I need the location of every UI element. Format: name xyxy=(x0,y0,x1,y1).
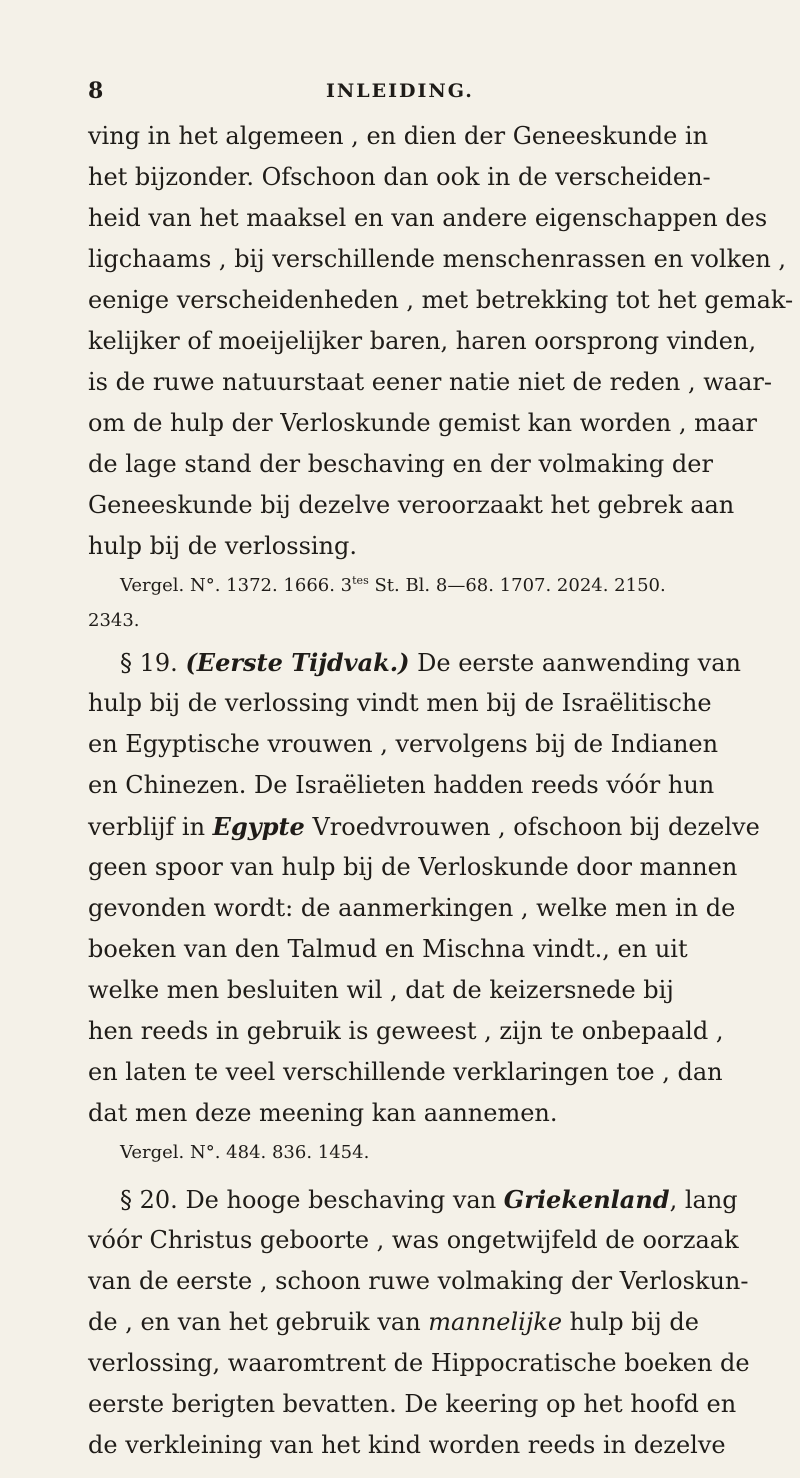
text-line: en Egyptische vrouwen , vervolgens bij de Indianen xyxy=(88,730,719,758)
text-line: welke men besluiten wil , dat de keizersnede bij xyxy=(88,976,674,1004)
emphasis-egypte: Egypte xyxy=(212,812,305,841)
text-segment: hulp bij de xyxy=(562,1308,699,1336)
text-segment: de , en van het gebruik van xyxy=(88,1308,429,1336)
text-line: gevonden wordt: de aanmerkingen , welke men in de xyxy=(88,894,736,922)
text-line: verlossing, waaromtrent de Hippocratische boeken de xyxy=(88,1349,750,1377)
text-line: kelijker of moeijelijker baren, haren oorsprong vinden, xyxy=(88,327,757,355)
text-line: dat men deze meening kan aannemen. xyxy=(88,1099,558,1127)
text-line: om de hulp der Verloskunde gemist kan worden , maar xyxy=(88,409,757,437)
section-heading-line xyxy=(88,642,741,683)
text-segment: verblijf in xyxy=(88,813,213,841)
reference-main: Vergel. N°. 1372. 1666. 3 xyxy=(120,575,353,596)
text-line: hulp bij de verlossing. xyxy=(88,532,358,560)
reference-continuation: 2343. xyxy=(88,610,140,631)
section-first-line-rest: De eerste aanwending van xyxy=(417,649,741,677)
section-20 xyxy=(88,1179,750,1466)
paragraph-intro xyxy=(88,116,794,567)
text-line: eerste berigten bevatten. De keering op het hoofd en xyxy=(88,1390,737,1418)
text-line: de lage stand der beschaving en der volmaking der xyxy=(88,450,713,478)
text-line xyxy=(88,806,760,847)
reference-line xyxy=(88,567,736,604)
text-line: Geneeskunde bij dezelve veroorzaakt het gebrek aan xyxy=(88,491,735,519)
reference-rest: St. Bl. 8—68. 1707. 2024. 2150. xyxy=(368,575,666,596)
reference-line: Vergel. N°. 484. 836. 1454. xyxy=(120,1142,370,1163)
text-line: en laten te veel verschillende verklaringen toe , dan xyxy=(88,1058,723,1086)
emphasis-griekenland: Griekenland xyxy=(503,1185,670,1214)
text-segment: Vroedvrouwen , ofschoon bij dezelve xyxy=(304,813,760,841)
section-heading-line xyxy=(88,1179,736,1220)
body-text xyxy=(88,116,794,1466)
running-head xyxy=(88,78,712,108)
section-number: § 20. xyxy=(120,1186,178,1214)
text-line: ving in het algemeen , en dien der Geneeskunde in xyxy=(88,122,709,150)
text-line xyxy=(88,1302,736,1343)
text-line: boeken van den Talmud en Mischna vindt., en uit xyxy=(88,935,688,963)
reference-note-2 xyxy=(88,1134,736,1171)
text-line: van de eerste , schoon ruwe volmaking der Verloskun- xyxy=(88,1267,749,1295)
text-line: geen spoor van hulp bij de Verloskunde door mannen xyxy=(88,853,738,881)
text-line: heid van het maaksel en van andere eigenschappen des xyxy=(88,204,768,232)
text-line: vóór Christus geboorte , was ongetwijfeld de oorzaak xyxy=(88,1226,739,1254)
emphasis-mannelijke: mannelijke xyxy=(428,1308,563,1336)
text-line: ligchaams , bij verschillende menschenrassen en volken , xyxy=(88,245,787,273)
section-number: § 19. xyxy=(120,649,178,677)
reference-superscript: tes xyxy=(352,574,369,587)
section-title: (Eerste Tijdvak.) xyxy=(185,648,410,677)
text-segment: De hooge beschaving van xyxy=(185,1186,504,1214)
running-title: INLEIDING. xyxy=(326,80,474,102)
page-number: 8 xyxy=(88,78,104,104)
section-19 xyxy=(88,642,760,1134)
text-line: hen reeds in gebruik is geweest , zijn te onbepaald , xyxy=(88,1017,724,1045)
reference-note-1 xyxy=(88,567,736,638)
text-segment: , lang xyxy=(669,1186,738,1214)
text-line: en Chinezen. De Israëlieten hadden reeds vóór hun xyxy=(88,771,715,799)
text-line: hulp bij de verlossing vindt men bij de Israëlitische xyxy=(88,689,712,717)
text-line: is de ruwe natuurstaat eener natie niet de reden , waar- xyxy=(88,368,772,396)
text-line: eenige verscheidenheden , met betrekking tot het gemak- xyxy=(88,286,794,314)
text-line: het bijzonder. Ofschoon dan ook in de verscheiden- xyxy=(88,163,711,191)
text-line: de verkleining van het kind worden reeds in dezelve xyxy=(88,1431,726,1459)
